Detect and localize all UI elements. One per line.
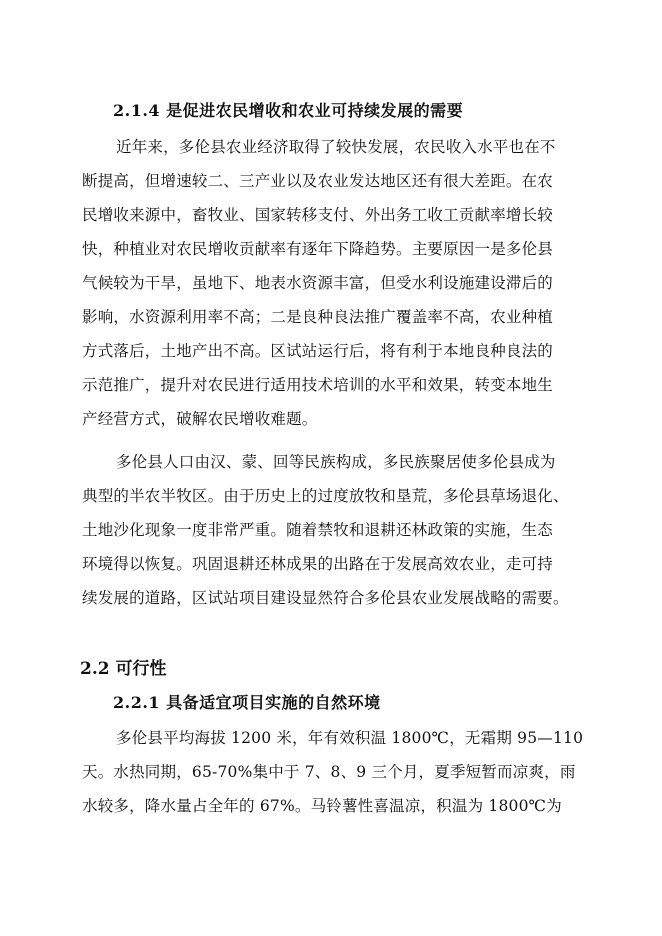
paragraph-line: 续发展的道路，区试站项目建设显然符合多伦县农业发展战略的需要。 [82, 589, 569, 607]
section-heading-2-1-4: 2.1.4 是促进农民增收和农业可持续发展的需要 [113, 101, 464, 120]
paragraph-line: 水较多，降水量占全年的 67%。马铃薯性喜温凉，积温为 1800℃为 [82, 797, 562, 815]
paragraph-line: 民增收来源中，畜牧业、国家转移支付、外出务工收工贡献率增长较 [82, 206, 554, 224]
paragraph-line: 天。水热同期，65-70%集中于 7、8、9 三个月，夏季短暂而凉爽，雨 [82, 763, 576, 781]
paragraph-line: 多伦县平均海拔 1200 米，年有效积温 1800℃，无霜期 95—110 [116, 729, 584, 747]
paragraph-line: 影响，水资源利用率不高；二是良种良法推广覆盖率不高，农业种植 [82, 308, 554, 326]
paragraph-line: 气候较为干旱，虽地下、地表水资源丰富，但受水利设施建设滞后的 [82, 274, 554, 292]
paragraph-line: 断提高，但增速较二、三产业以及农业发达地区还有很大差距。在农 [82, 172, 554, 190]
paragraph-line: 产经营方式，破解农民增收难题。 [82, 410, 318, 428]
section-heading-2-2-1: 2.2.1 具备适宜项目实施的自然环境 [113, 693, 381, 712]
paragraph-line: 环境得以恢复。巩固退耕还林成果的出路在于发展高效农业，走可持 [82, 555, 554, 573]
paragraph-line: 近年来，多伦县农业经济取得了较快发展，农民收入水平也在不 [116, 138, 556, 156]
paragraph-line: 示范推广，提升对农民进行适用技术培训的水平和效果，转变本地生 [82, 376, 554, 394]
paragraph-line: 方式落后，土地产出不高。区试站运行后，将有利于本地良种良法的 [82, 342, 554, 360]
paragraph-line: 典型的半农半牧区。由于历史上的过度放牧和垦荒，多伦县草场退化、 [82, 487, 569, 505]
section-heading-2-2: 2.2 可行性 [80, 659, 167, 679]
paragraph-line: 多伦县人口由汉、蒙、回等民族构成，多民族聚居使多伦县成为 [116, 453, 556, 471]
paragraph-line: 土地沙化现象一度非常严重。随着禁牧和退耕还林政策的实施，生态 [82, 521, 554, 539]
paragraph-line: 快，种植业对农民增收贡献率有逐年下降趋势。主要原因一是多伦县 [82, 240, 554, 258]
